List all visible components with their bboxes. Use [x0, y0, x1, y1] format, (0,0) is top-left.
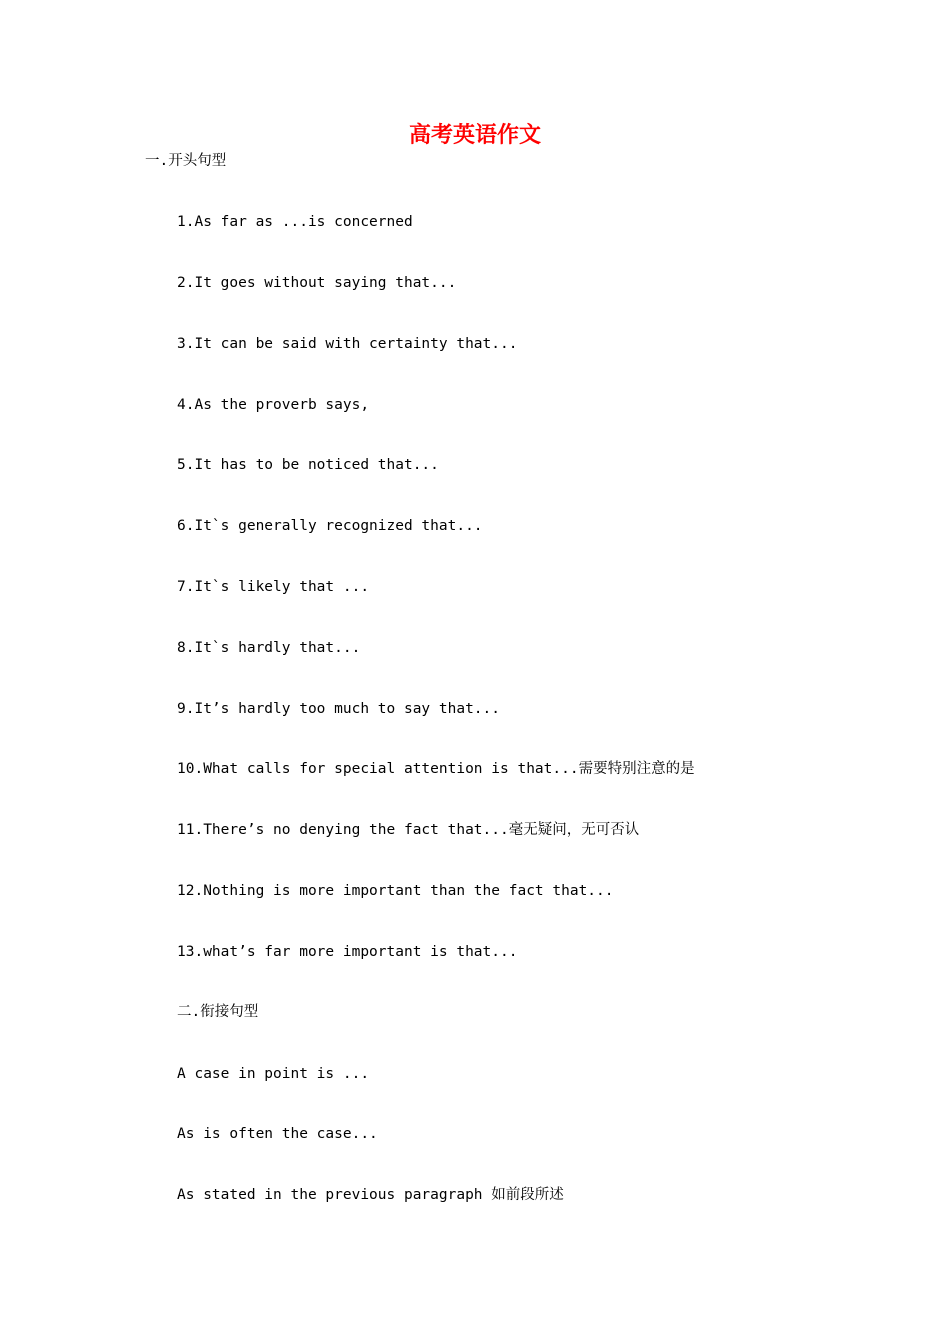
sentence-pattern-8: 8.It`s hardly that... — [177, 640, 361, 656]
section-heading-opening-sentences: 一.开头句型 — [145, 153, 227, 169]
sentence-pattern-6: 6.It`s generally recognized that... — [177, 518, 483, 534]
sentence-pattern-3: 3.It can be said with certainty that... — [177, 336, 518, 352]
transition-pattern-1: A case in point is ... — [177, 1066, 370, 1082]
section-heading-transition-sentences: 二.衔接句型 — [177, 1004, 259, 1020]
sentence-pattern-13: 13.what’s far more important is that... — [177, 944, 518, 960]
sentence-pattern-4: 4.As the proverb says, — [177, 397, 370, 413]
sentence-pattern-7: 7.It`s likely that ... — [177, 579, 370, 595]
transition-pattern-3: As stated in the previous paragraph 如前段所述 — [177, 1187, 564, 1203]
sentence-pattern-11: 11.There’s no denying the fact that...毫无疑问，无可否认 — [177, 822, 640, 838]
sentence-pattern-2: 2.It goes without saying that... — [177, 275, 457, 291]
sentence-pattern-12: 12.Nothing is more important than the fact that... — [177, 883, 614, 899]
sentence-pattern-9: 9.It’s hardly too much to say that... — [177, 701, 501, 717]
sentence-pattern-1: 1.As far as ...is concerned — [177, 214, 413, 230]
document-title: 高考英语作文 — [408, 122, 541, 148]
transition-pattern-2: As is often the case... — [177, 1126, 378, 1142]
sentence-pattern-10: 10.What calls for special attention is that...需要特别注意的是 — [177, 761, 695, 777]
sentence-pattern-5: 5.It has to be noticed that... — [177, 457, 439, 473]
